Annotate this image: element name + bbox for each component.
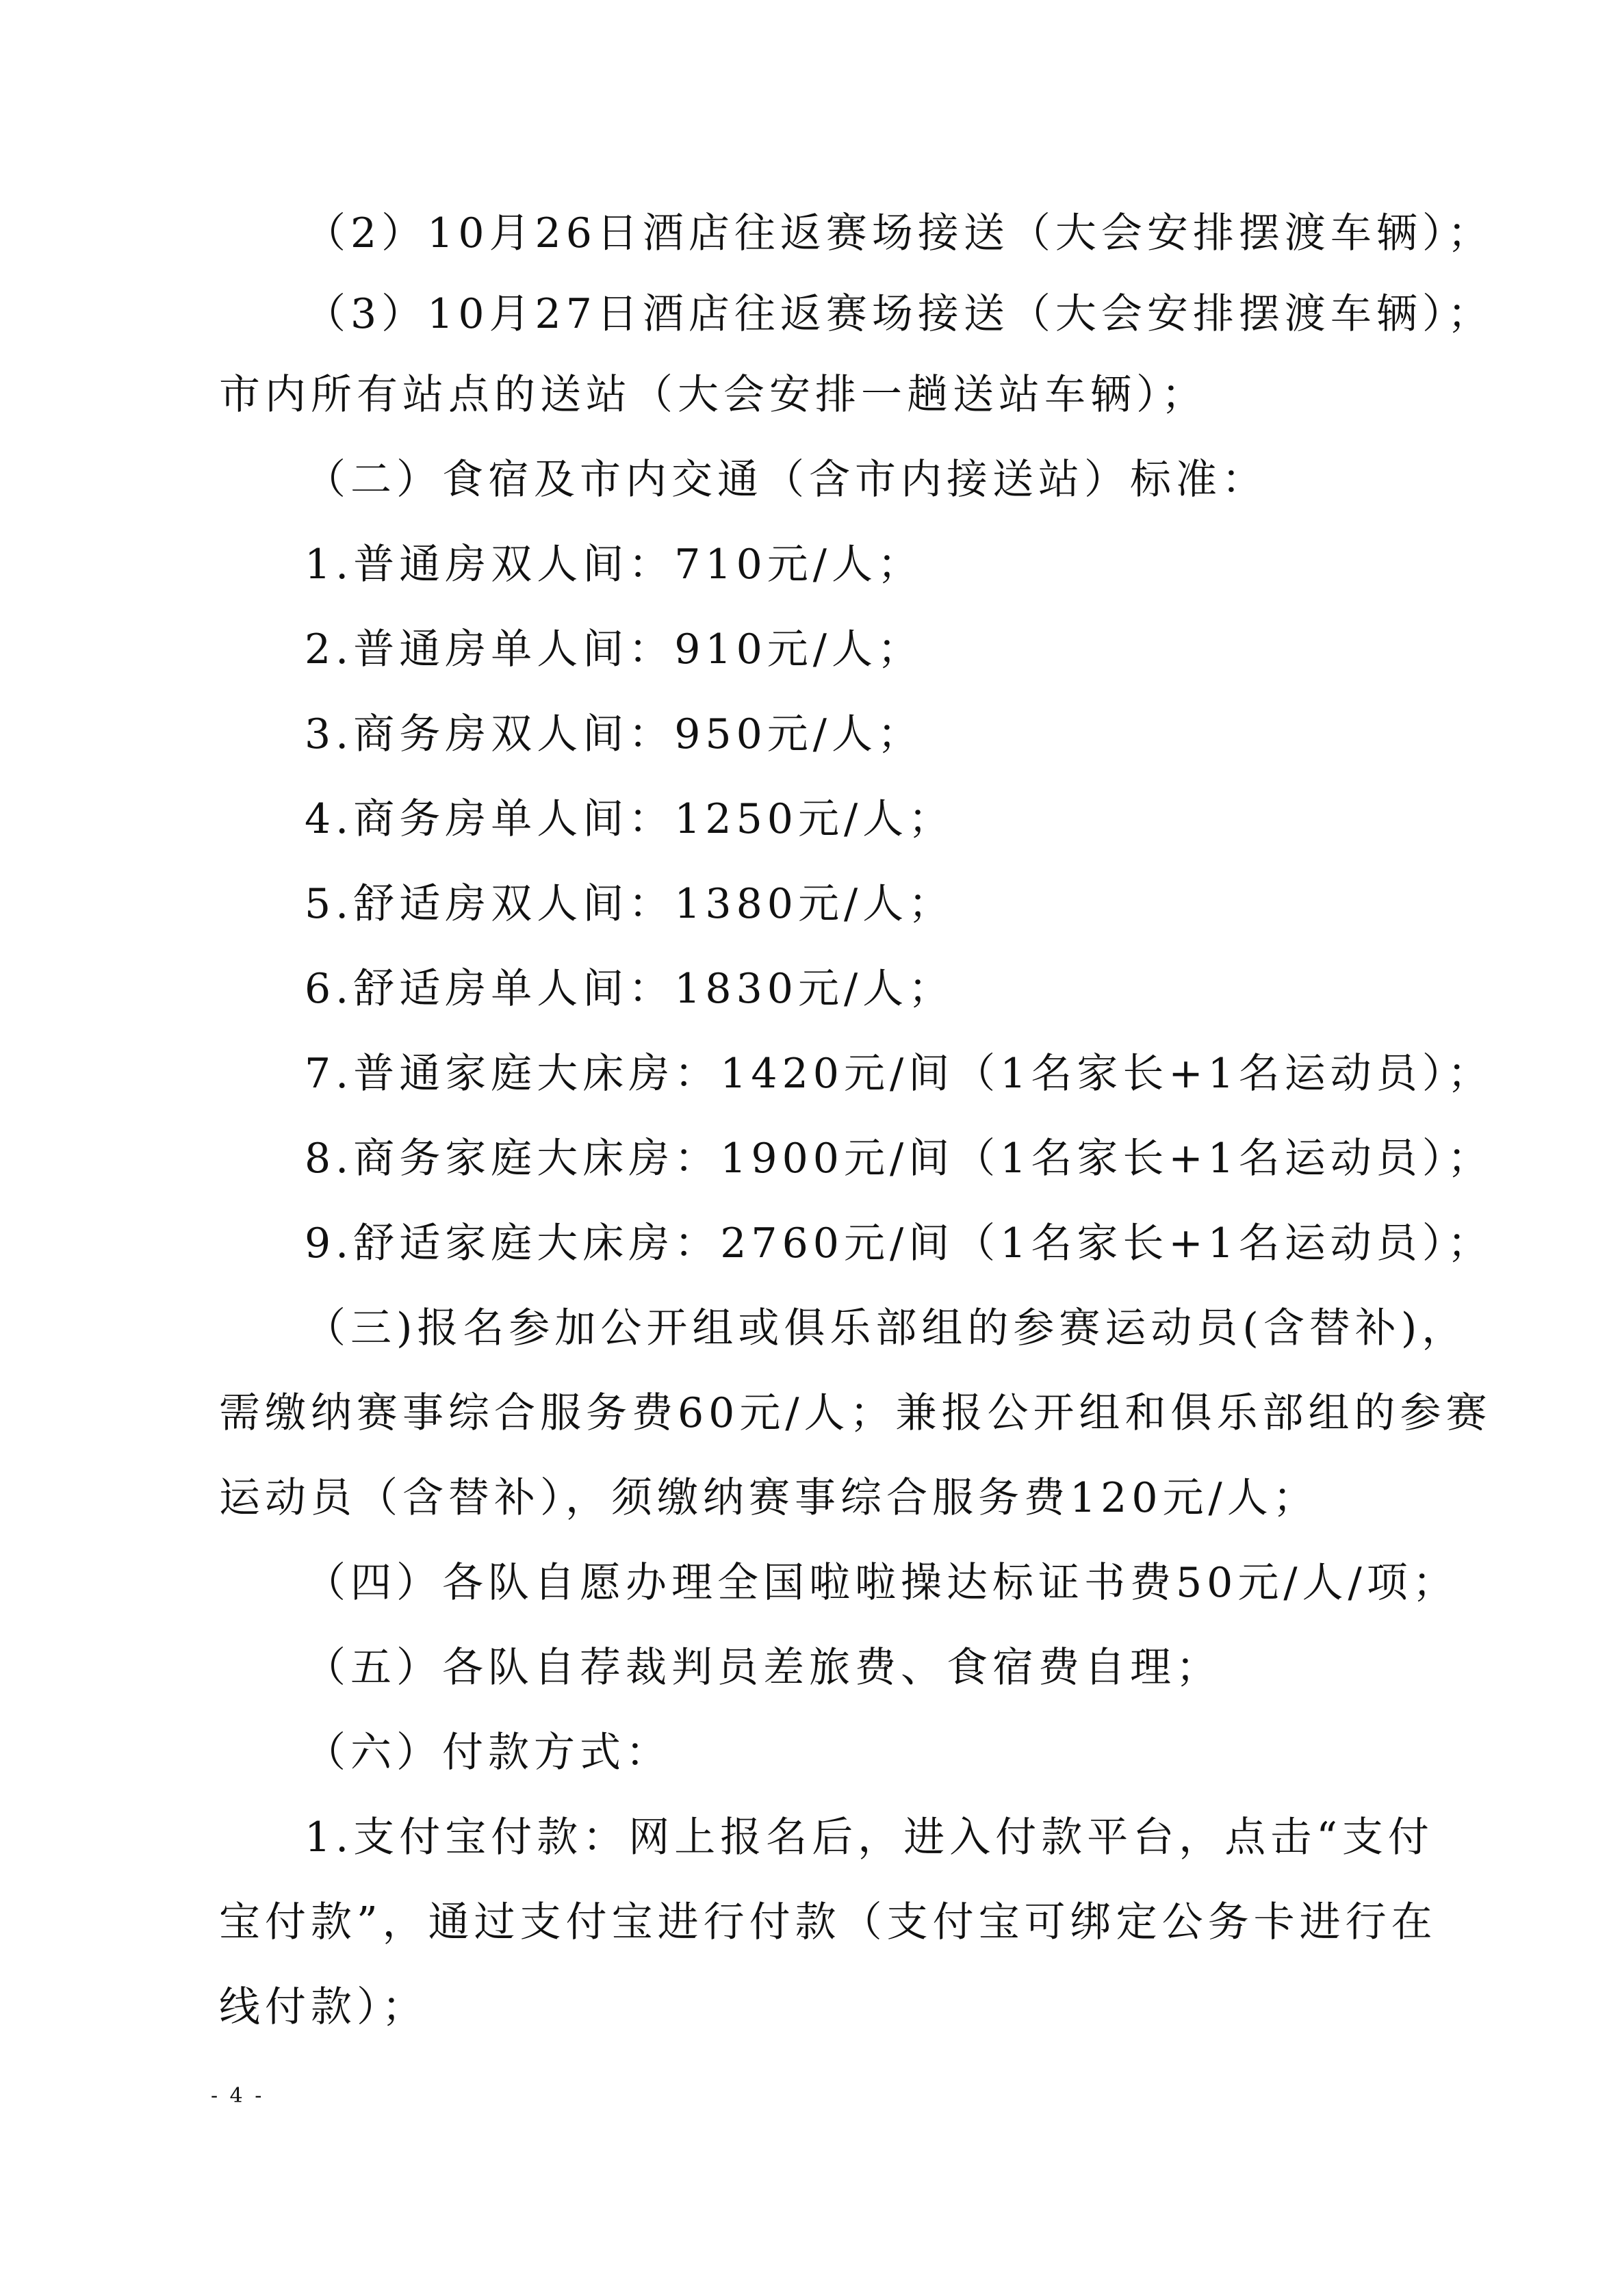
section-heading: （二）食宿及市内交通（含市内接送站）标准：: [305, 456, 1268, 504]
list-item: 1.普通房双人间：710元/人；: [305, 541, 923, 589]
page-number: - 4 -: [211, 2084, 265, 2108]
paragraph-line: 线付款）；: [219, 1983, 428, 2031]
section-heading: （六）付款方式：: [305, 1729, 671, 1777]
list-item: 9.舒适家庭大床房：2760元/间（1名家长+1名运动员）；: [305, 1220, 1493, 1267]
list-item: 7.普通家庭大床房：1420元/间（1名家长+1名运动员）；: [305, 1050, 1493, 1098]
list-item: 6.舒适房单人间：1830元/人；: [305, 965, 955, 1013]
list-item: 4.商务房单人间：1250元/人；: [305, 795, 955, 843]
paragraph-line: 市内所有站点的送站（大会安排一趟送站车辆）；: [219, 371, 1207, 419]
section-heading: （三)报名参加公开组或俱乐部组的参赛运动员(含替补)，: [305, 1304, 1468, 1352]
list-item: 1.支付宝付款：网上报名后，进入付款平台，点击“支付: [305, 1814, 1434, 1861]
paragraph-line: （3）10月27日酒店往返赛场接送（大会安排摆渡车辆）；: [305, 290, 1493, 338]
list-item: 5.舒适房双人间：1380元/人；: [305, 880, 955, 928]
paragraph-line: 宝付款”，通过支付宝进行付款（支付宝可绑定公务卡进行在: [219, 1898, 1437, 1946]
section-heading: （四）各队自愿办理全国啦啦操达标证书费50元/人/项；: [305, 1559, 1458, 1607]
section-heading: （五）各队自荐裁判员差旅费、食宿费自理；: [305, 1644, 1222, 1692]
paragraph-line: 需缴纳赛事综合服务费60元/人；兼报公开组和俱乐部组的参赛: [219, 1389, 1492, 1437]
paragraph-line: （2）10月26日酒店往返赛场接送（大会安排摆渡车辆）；: [305, 209, 1493, 257]
list-item: 2.普通房单人间：910元/人；: [305, 625, 923, 673]
paragraph-line: 运动员（含替补），须缴纳赛事综合服务费120元/人；: [219, 1474, 1319, 1522]
list-item: 3.商务房双人间：950元/人；: [305, 710, 923, 758]
list-item: 8.商务家庭大床房：1900元/间（1名家长+1名运动员）；: [305, 1135, 1493, 1183]
